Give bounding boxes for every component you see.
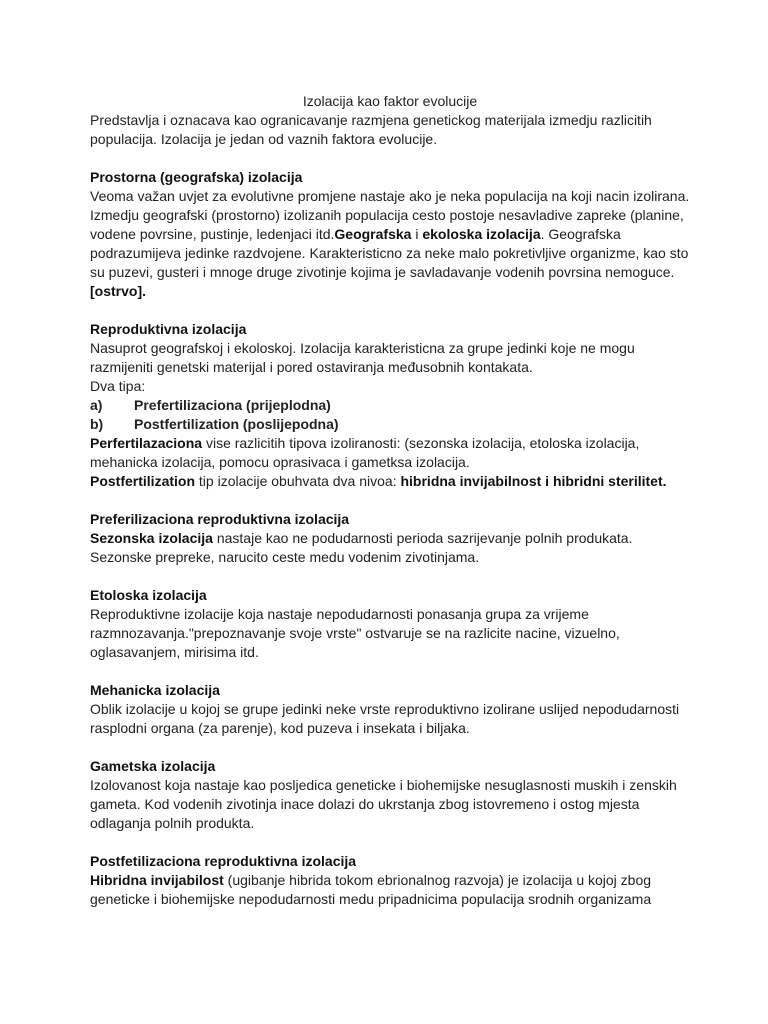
paragraph-mehanicka: Oblik izolacije u kojoj se grupe jedinki neke vrste reproduktivno izolirane uslijed nepodudarnosti rasplodni organa (za parenje), kod puzeva i insekata i biljaka. (90, 701, 680, 736)
spacer (90, 567, 690, 586)
spacer (90, 491, 690, 510)
bold-run: Postfertilization (90, 473, 196, 489)
intro-paragraph: Predstavlja i oznacava kao ogranicavanje razmjena genetickog materijala izmedju razlicitih populacija. Izolacija je jedan od vaznih faktora evolucije. (90, 112, 652, 147)
section-heading-postfetilizaciona (90, 852, 690, 871)
spacer (90, 662, 690, 681)
paragraph-etoloska: Reproduktivne izolacije koja nastaje nepodudarnosti ponasanja grupa za vrijeme razmnozavanja."prepoznavanje svoje vrste" ostvaruje se na razlicite nacine, vizuelno, oglasavanjem, mirisima itd. (90, 606, 620, 660)
heading-text: Mehanicka izolacija (90, 682, 220, 698)
list-item (90, 415, 690, 434)
bold-run: Sezonska izolacija (90, 530, 213, 546)
spacer (90, 738, 690, 757)
document-page (90, 92, 690, 909)
paragraph-reproduktivna: Nasuprot geografskoj i ekoloskoj. Izolacija karakteristicna za grupe jedinki koje ne mogu razmijeniti genetski materijal i pored ostaviranja međusobnih kontakata. (90, 340, 635, 375)
section-heading-reproduktivna (90, 320, 690, 339)
text-run: (ugibanje hibrida tokom ebrionalnog razvoja) je izolacija u kojoj zbog geneticke i biohemijske nepodudarnosti medu pripadnicima populacija srodnih organizama (90, 872, 652, 907)
bold-run: hibridna invijabilnost i hibridni sterilitet. (400, 473, 667, 489)
text-run: . Geografska podrazumijeva jedinke razdvojene. Karakteristicno za neke malo pokretivljive organizme, kao sto su puzevi, gusteri i mnoge druge zivotinje kojima je savladavanje vodenih povrsina nemoguce. (90, 226, 689, 280)
text-run: tip izolacije obuhvata dva nivoa: (195, 473, 401, 489)
section-heading-gametska (90, 757, 690, 776)
bold-run: Geografska (334, 226, 412, 242)
paragraph-dva-tipa: Dva tipa: (90, 378, 146, 394)
section-heading-prostorna (90, 168, 690, 187)
heading-text: Preferilizaciona reproduktivna izolacija (90, 511, 350, 527)
heading-text: Reproduktivna izolacija (90, 321, 247, 337)
text-run: i (411, 226, 423, 242)
spacer (90, 301, 690, 320)
list-item (90, 396, 690, 415)
heading-text: Etoloska izolacija (90, 587, 207, 603)
paragraph-sezonska (90, 529, 690, 567)
document-title: Izolacija kao faktor evolucije (302, 93, 478, 109)
bold-run: Perfertilazaciona (90, 435, 203, 451)
paragraph-perfertilazaciona (90, 434, 690, 472)
heading-text: Prostorna (geografska) izolacija (90, 169, 303, 185)
section-heading-etoloska (90, 586, 690, 605)
section-heading-mehanicka (90, 681, 690, 700)
bold-run: Hibridna invijabilost (90, 872, 224, 888)
spacer (90, 833, 690, 852)
text-run: Veoma važan uvjet za evolutivne promjene nastaje ako je neka populacija na koji nacin izolirana. Izmedju geografski (prostorno) izolizanih populacija cesto postoje nesavladive zapreke (planine, vodene povrsine, pustinje, ledenjaci itd. (90, 188, 690, 242)
list-marker: a) (90, 397, 103, 413)
text-run: nastaje kao ne podudarnosti perioda sazrijevanje polnih produkata. Sezonske prepreke, narucito ceste medu vodenim zivotinjama. (90, 530, 633, 565)
list-label: Postfertilization (poslijepodna) (134, 416, 339, 432)
heading-text: Gametska izolacija (90, 758, 216, 774)
text-run: vise razlicitih tipova izoliranosti: (sezonska izolacija, etoloska izolacija, mehanicka izolacija, pomocu oprasivaca i gametksa izolacija. (90, 435, 640, 470)
paragraph-hibridna (90, 871, 690, 909)
bold-run: ekoloska izolacija (422, 226, 541, 242)
types-list (90, 396, 690, 434)
paragraph-gametska: Izolovanost koja nastaje kao posljedica geneticke i biohemijske nesuglasnosti muskih i zenskih gameta. Kod vodenih zivotinja inace dolazi do ukrstanja zbog istovremeno i ostog mjesta odlaganja polnih produkta. (90, 777, 677, 831)
bold-run: [ostrvo]. (90, 283, 146, 299)
paragraph-prostorna (90, 187, 690, 301)
list-label: Prefertilizaciona (prijeplodna) (134, 397, 331, 413)
list-marker: b) (90, 416, 104, 432)
spacer (90, 149, 690, 168)
paragraph-postfertilization (90, 472, 690, 491)
section-heading-preferilizaciona (90, 510, 690, 529)
heading-text: Postfetilizaciona reproduktivna izolacija (90, 853, 357, 869)
